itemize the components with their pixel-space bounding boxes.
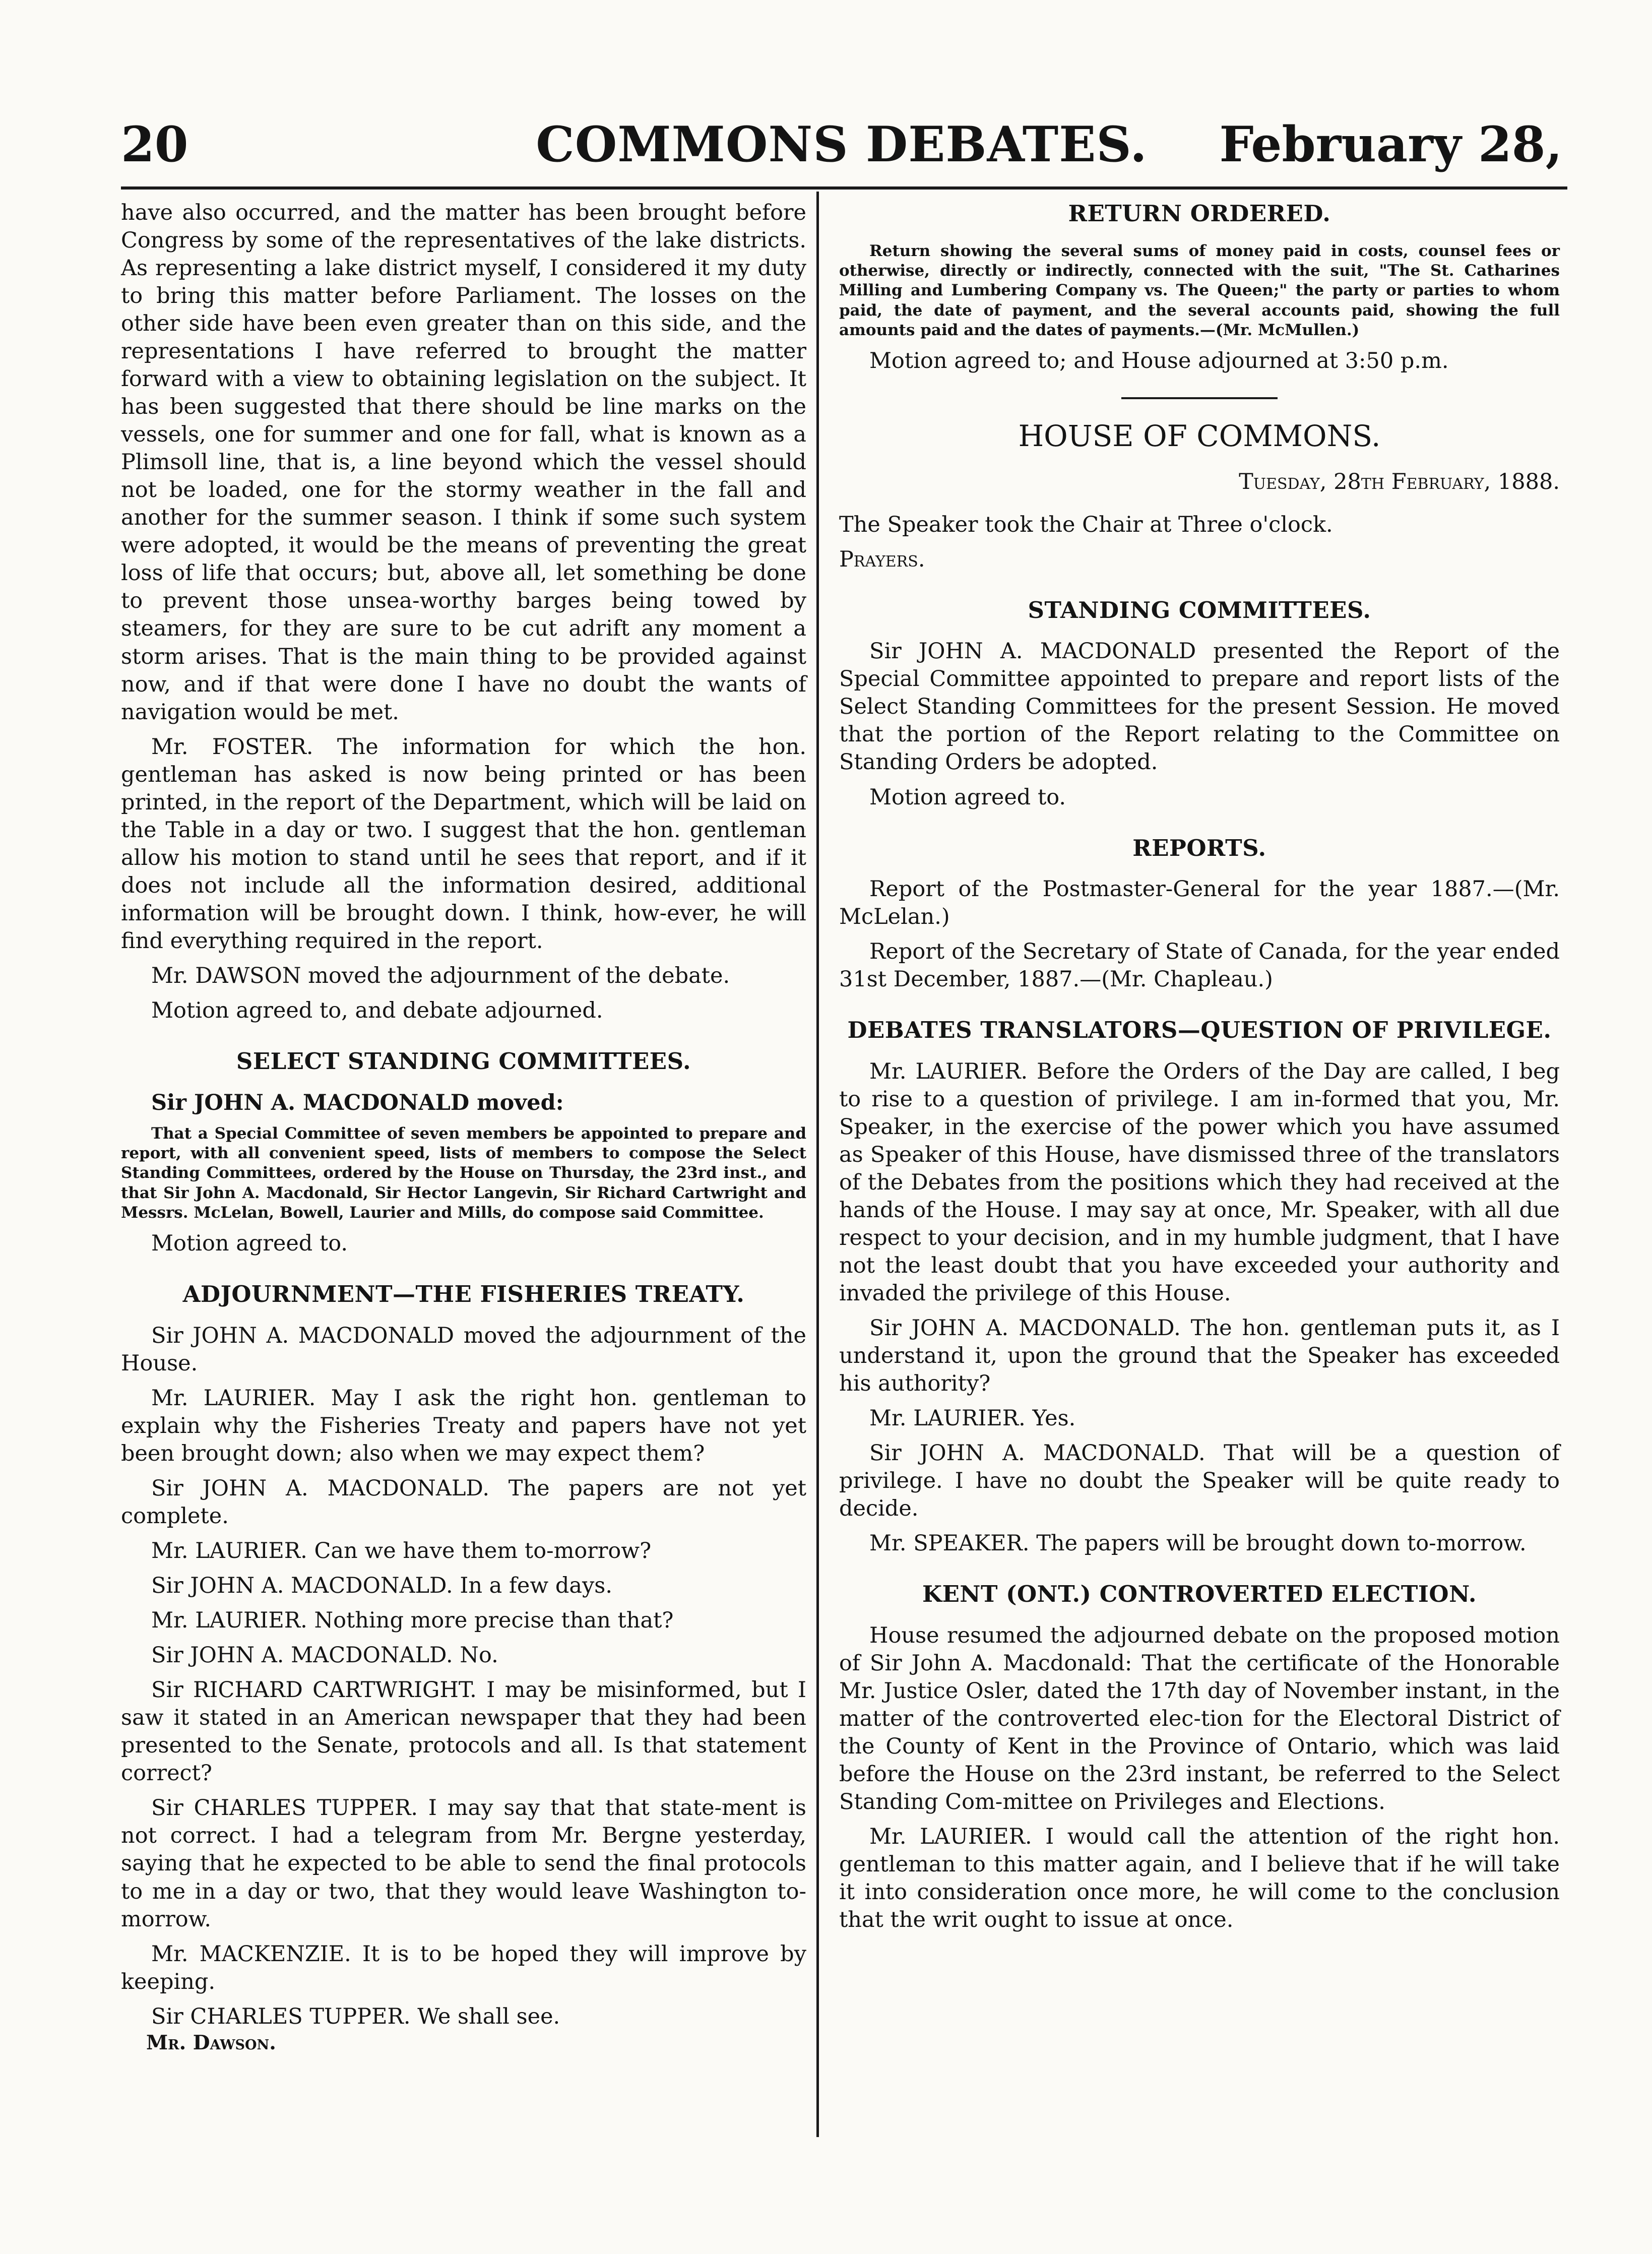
paragraph: Mr. DAWSON moved the adjournment of the debate.: [151, 963, 730, 988]
paragraph: Sir JOHN A. MACDONALD presented the Report of the Special Committee appointed to prepare and report lists of the Select Standing Committees for the present Session. He moved that the portion of the Report relating to the Committee on Standing Orders be adopted.: [839, 639, 1560, 775]
paragraph: Report of the Postmaster-General for the year 1887.—(Mr. McLelan.): [839, 876, 1560, 930]
section-heading: KENT (ONT.) CONTROVERTED ELECTION.: [922, 1581, 1477, 1608]
sitting-date: Tuesday, 28th February, 1888.: [1239, 469, 1560, 494]
reporter-signature: Mr. Dawson.: [146, 2031, 276, 2054]
paragraph: Mr. LAURIER. Nothing more precise than that?: [151, 1608, 674, 1634]
section-heading: RETURN ORDERED.: [1068, 200, 1331, 227]
paragraph: Sir JOHN A. MACDONALD. The hon. gentleman puts it, as I understand it, upon the ground that the Speaker has exceeded his authority?: [839, 1316, 1560, 1397]
header-rule: [121, 186, 1567, 190]
right-column: [839, 199, 1560, 1941]
paragraph: Sir JOHN A. MACDONALD. That will be a question of privilege. I have no doubt the Speaker will be quite ready to decide.: [839, 1441, 1560, 1522]
paragraph: Mr. LAURIER. Yes.: [869, 1406, 1076, 1431]
section-heading: DEBATES TRANSLATORS—QUESTION OF PRIVILEGE.: [847, 1017, 1552, 1044]
section-heading: SELECT STANDING COMMITTEES.: [236, 1047, 691, 1075]
paragraph: Sir JOHN A. MACDONALD moved the adjournment of the House.: [121, 1323, 806, 1376]
left-column: [121, 199, 806, 2056]
section-rule: [1121, 397, 1278, 399]
publication-title: COMMONS DEBATES.: [536, 116, 1148, 173]
paragraph: Motion agreed to.: [151, 1231, 348, 1257]
paragraph: Prayers.: [839, 546, 925, 572]
house-title: HOUSE OF COMMONS.: [1018, 419, 1381, 454]
paragraph: Mr. SPEAKER. The papers will be brought down to-morrow.: [869, 1531, 1527, 1556]
header-date: February 28,: [1219, 116, 1562, 173]
paragraph: Motion agreed to; and House adjourned at 3:50 p.m.: [869, 348, 1449, 374]
section-heading: REPORTS.: [1132, 834, 1266, 861]
paragraph: Sir CHARLES TUPPER. We shall see.: [151, 2003, 560, 2029]
page-number: 20: [121, 116, 188, 173]
paragraph: Mr. LAURIER. Before the Orders of the Day are called, I beg to rise to a question of privilege. I am in-formed that you, Mr. Speaker, in the exercise of the power which you have assumed as Speaker of this House, have dismissed three of the translators of the Debates from the positions which they had received at the hands of the House. I may say at once, Mr. Speaker, with all due respect to your decision, and in my humble judgment, that I have not the least doubt that you have exceeded your authority and invaded the privilege of this House.: [839, 1058, 1560, 1306]
paragraph: Mr. FOSTER. The information for which the hon. gentleman has asked is now being printed or has been printed, in the report of the Department, which will be laid on the Table in a day or two. I suggest that the hon. gentleman allow his motion to stand until he sees that report, and if it does not include all the information desired, additional information will be brought down. I think, how-ever, he will find everything required in the report.: [121, 734, 806, 954]
paragraph: Sir JOHN A. MACDONALD moved:: [151, 1090, 564, 1115]
paragraph: Mr. MACKENZIE. It is to be hoped they will improve by keeping.: [121, 1941, 806, 1994]
paragraph: The Speaker took the Chair at Three o'clock.: [839, 512, 1333, 537]
column-divider: [816, 192, 819, 2137]
page-header: [116, 116, 1567, 186]
paragraph: Report of the Secretary of State of Canada, for the year ended 31st December, 1887.—(Mr. Chapleau.): [839, 939, 1560, 992]
paragraph: have also occurred, and the matter has been brought before Congress by some of the representatives of the lake districts. As representing a lake district myself, I considered it my duty to bring this matter before Parliament. The losses on the other side have been even greater than on this side, and the representations I have referred to brought the matter forward with a view to obtaining legislation on the subject. It has been suggested that there should be line marks on the vessels, one for summer and one for fall, what is known as a Plimsoll line, that is, a line beyond which the vessel should not be loaded, one for the stormy weather in the fall and another for the summer season. I think if some such system were adopted, it would be the means of preventing the great loss of life that occurs; but, above all, let something be done to prevent those unsea-worthy barges being towed by steamers, for they are sure to be cut adrift any moment a storm arises. That is the main thing to be provided against now, and if that were done I have no doubt the wants of navigation would be met.: [121, 200, 806, 725]
motion-text: That a Special Committee of seven members be appointed to prepare and report, with all convenient speed, lists of members to compose the Select Standing Committees, ordered by the House on Thursday, the 23rd inst., and that Sir John A. Macdonald, Sir Hector Langevin, Sir Richard Cartwright and Messrs. McLelan, Bowell, Laurier and Mills, do compose said Committee.: [121, 1124, 806, 1222]
paragraph: Mr. LAURIER. I would call the attention of the right hon. gentleman to this matter again, and I believe that if he will take it into consideration once more, he will come to the conclusion that the writ ought to issue at once.: [839, 1824, 1560, 1933]
paragraph: Motion agreed to.: [869, 784, 1066, 810]
paragraph: Sir CHARLES TUPPER. I may say that that state-ment is not correct. I had a telegram from Mr. Bergne yesterday, saying that he expected to be able to send the final protocols to me in a day or two, that they would leave Washington to-morrow.: [121, 1795, 806, 1932]
paragraph: Sir RICHARD CARTWRIGHT. I may be misinformed, but I saw it stated in an American newspaper that they had been presented to the Senate, protocols and all. Is that statement correct?: [121, 1677, 806, 1786]
paragraph: Sir JOHN A. MACDONALD. No.: [151, 1643, 498, 1668]
section-heading: ADJOURNMENT—THE FISHERIES TREATY.: [182, 1281, 745, 1308]
paragraph: Mr. LAURIER. May I ask the right hon. gentleman to explain why the Fisheries Treaty and papers have not yet been brought down; also when we may expect them?: [121, 1386, 806, 1467]
return-text: Return showing the several sums of money paid in costs, counsel fees or otherwise, directly or indirectly, connected with the suit, "The St. Catharines Milling and Lumbering Company vs. The Queen;" the party or parties to whom paid, the date of payment, and the several accounts paid, showing the full amounts paid and the dates of payments.—(Mr. McMullen.): [839, 241, 1560, 340]
paragraph: Sir JOHN A. MACDONALD. The papers are not yet complete.: [121, 1476, 806, 1529]
paragraph: Motion agreed to, and debate adjourned.: [151, 997, 603, 1023]
paragraph: Mr. LAURIER. Can we have them to-morrow?: [151, 1538, 652, 1564]
section-heading: STANDING COMMITTEES.: [1028, 596, 1371, 623]
paragraph: Sir JOHN A. MACDONALD. In a few days.: [151, 1573, 613, 1599]
paragraph: House resumed the adjourned debate on the proposed motion of Sir John A. Macdonald: That the certificate of the Honorable Mr. Justice Osler, dated the 17th day of November instant, in the matter of the controverted elec-tion for the Electoral District of the County of Kent in the Province of Ontario, which was laid before the House on the 23rd instant, be referred to the Select Standing Com-mittee on Privileges and Elections.: [839, 1622, 1560, 1815]
